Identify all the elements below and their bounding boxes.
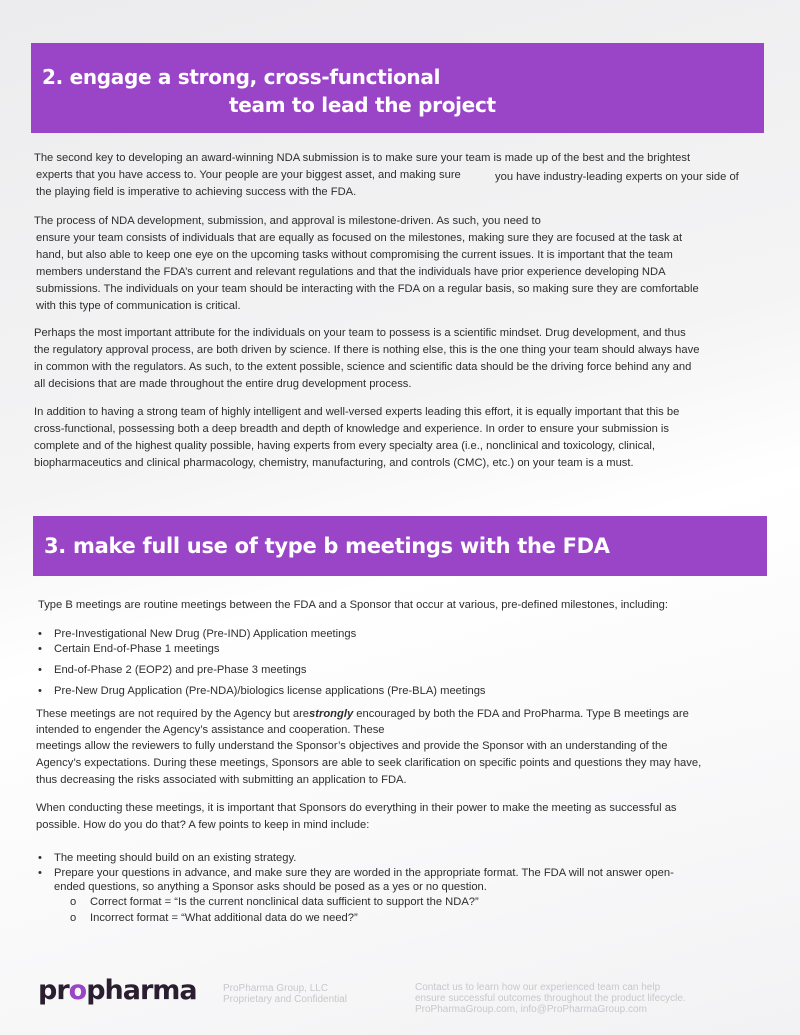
footer-company [223,983,347,1005]
section-3-title: 3. make full use of type b meetings with the FDA [44,534,610,558]
p5-line: Agency’s expectations. During these meetings, Sponsors are able to seek clarification on specific points and questions they may have, [36,757,702,769]
p2-line: members understand the FDA’s current and relevant regulations and that the individuals have prior experience developing NDA [36,266,666,278]
list-item: • Pre-Investigational New Drug (Pre-IND) Application meetings [36,626,486,643]
footer-line: ensure successful outcomes throughout the product lifecycle. [415,993,686,1004]
p4-line: complete and of the highest quality possible, having experts from every specialty area (i.e., nonclinical and toxicology, clinical, [34,440,656,452]
p5-line: intended to engender the Agency’s assistance and cooperation. These [36,724,385,736]
milestone-list [36,626,486,700]
section-2-banner [31,43,764,133]
propharma-logo: propharma [38,975,197,1006]
p6-line: When conducting these meetings, it is important that Sponsors do everything in their power to make the meeting as successful as [36,802,677,814]
p2-line: submissions. The individuals on your team should be interacting with the FDA on a regular basis, so making sure they are comfortable [36,283,699,295]
p3-line: all decisions that are made throughout the entire drug development process. [34,378,412,390]
p2-line: with this type of communication is critical. [36,300,241,312]
list-item: • The meeting should build on an existing strategy. [36,851,674,866]
p3-line: the regulatory approval process, are both driven by science. If there is nothing else, this is the one thing your team should always have [34,344,700,356]
p2-line: hand, but also able to keep one eye on the upcoming tasks without compromising the current issues. It is important that the team [36,249,673,261]
p4-line: In addition to having a strong team of highly intelligent and well-versed experts leading this effort, it is equally important that this be [34,406,680,418]
p5-text-b: encouraged by both the FDA and ProPharma. Type B meetings are [353,708,689,720]
format-examples-list [70,894,479,926]
list-item: • Pre-New Drug Application (Pre-NDA)/biologics license applications (Pre-BLA) meetings [36,683,486,700]
list-item: • End-of-Phase 2 (EOP2) and pre-Phase 3 meetings [36,662,486,679]
p1-line: the playing field is imperative to achieving success with the FDA. [36,186,357,198]
list-item: • Certain End-of-Phase 1 meetings [36,641,486,658]
p5-emphasis: strongly [309,708,354,720]
tips-list [36,851,674,894]
section-3-banner [33,516,767,576]
p2-line: The process of NDA development, submission, and approval is milestone-driven. As such, you need to [34,215,541,227]
footer-line: Proprietary and Confidential [223,994,347,1005]
footer-line: Contact us to learn how our experienced team can help [415,982,661,993]
section-2-title-line-2: team to lead the project [229,93,496,117]
p1-line: you have industry-leading experts on your side of [495,171,739,183]
p5-text-a: These meetings are not required by the Agency but are [36,708,310,720]
p5-line [36,706,689,723]
p3-line: in common with the regulators. As such, to the extent possible, science and scientific data should be the driving force behind any and [34,361,692,373]
section-2-title-line-1: 2. engage a strong, cross-functional [42,65,441,89]
p6-line: possible. How do you do that? A few points to keep in mind include: [36,819,370,831]
list-item: o Incorrect format = “What additional data do we need?” [70,910,479,926]
footer-contact [415,982,686,1015]
footer-line: ProPharmaGroup.com, info@ProPharmaGroup.com [415,1004,647,1015]
p5-line: thus decreasing the risks associated with submitting an application to FDA. [36,774,407,786]
p3-line: Perhaps the most important attribute for the individuals on your team to possess is a scientific mindset. Drug development, and thus [34,327,686,339]
tip-line: Prepare your questions in advance, and make sure they are worded in the appropriate format. The FDA will not answer open- [54,867,674,879]
footer-line: ProPharma Group, LLC [223,983,329,994]
p1-line: experts that you have access to. Your people are your biggest asset, and making sure [36,169,461,181]
p4-line: cross-functional, possessing both a deep breadth and depth of knowledge and experience. In order to ensure your submission is [34,423,669,435]
tip-line: ended questions, so anything a Sponsor asks should be posed as a yes or no question. [54,881,487,893]
p1-line: The second key to developing an award-winning NDA submission is to make sure your team is made up of the best and the brightest [34,152,691,164]
p4-line: biopharmaceutics and clinical pharmacology, chemistry, manufacturing, and controls (CMC), etc.) on your team is a must. [34,457,634,469]
list-item: o Correct format = “Is the current nonclinical data sufficient to support the NDA?” [70,894,479,910]
p5-line: meetings allow the reviewers to fully understand the Sponsor’s objectives and provide the Sponsor with an understanding of the [36,740,668,752]
type-b-intro: Type B meetings are routine meetings between the FDA and a Sponsor that occur at various, pre-defined milestones, including: [38,599,668,611]
list-item [36,866,674,894]
p2-line: ensure your team consists of individuals that are equally as focused on the milestones, making sure they are focused at the task at [36,232,683,244]
